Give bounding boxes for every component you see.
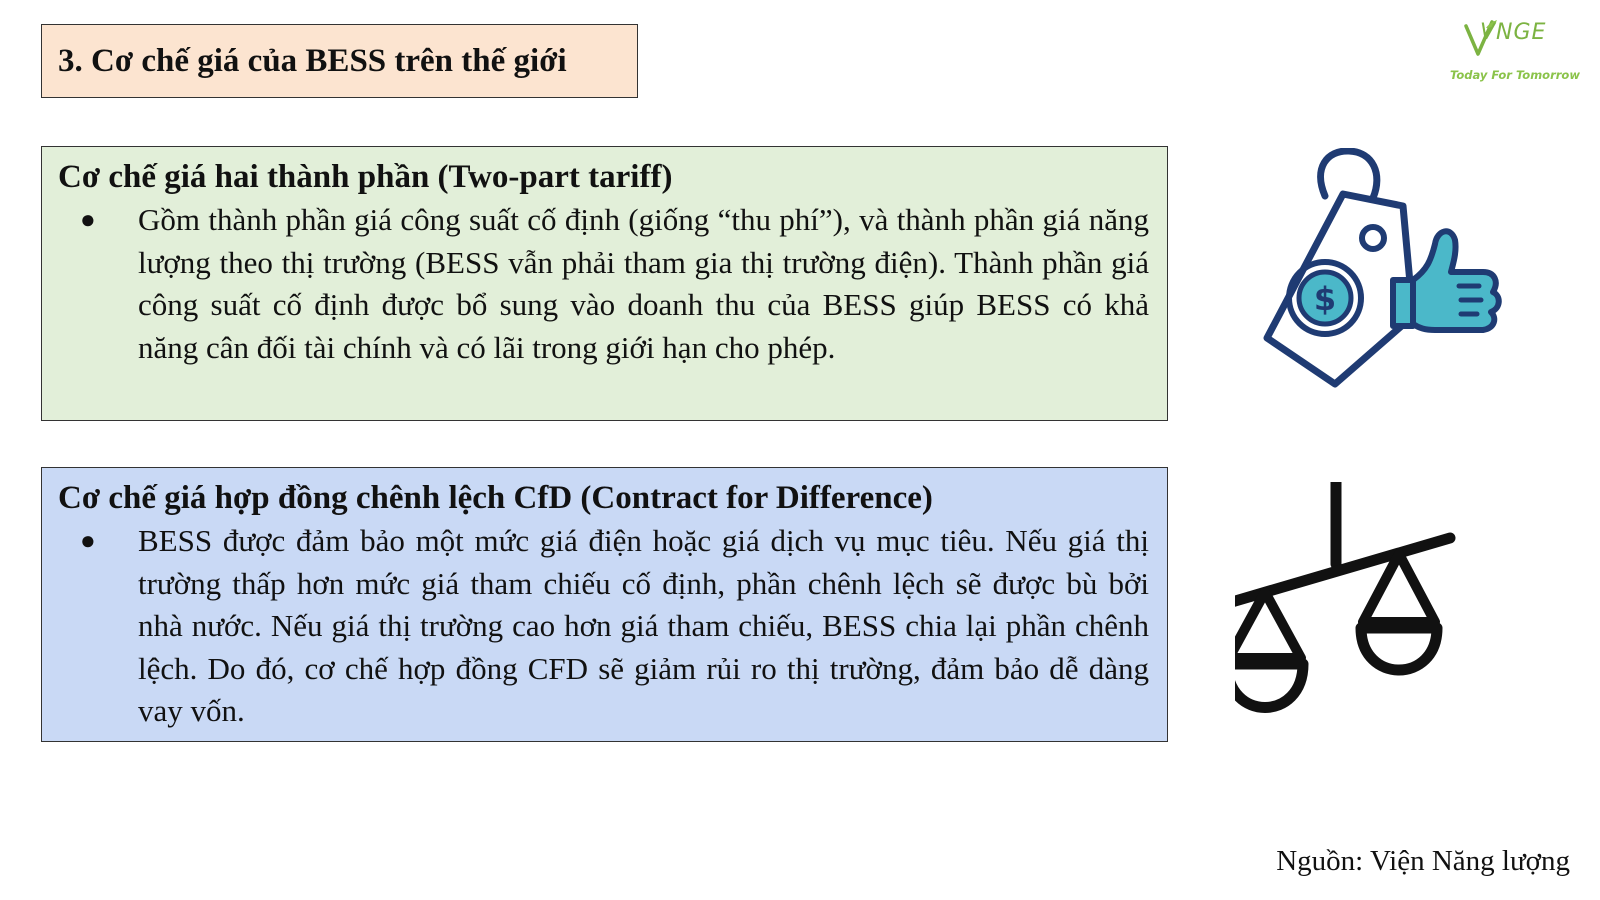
balance-scale-icon	[1235, 482, 1495, 727]
section-heading: Cơ chế giá hợp đồng chênh lệch CfD (Contract for Difference)	[58, 480, 933, 516]
bullet-icon: ●	[80, 526, 96, 555]
logo-name: VNGE	[1480, 20, 1547, 45]
source-citation: Nguồn: Viện Năng lượng	[1276, 845, 1570, 877]
two-part-tariff-section	[41, 146, 1168, 421]
price-tag-thumbs-up-icon	[1255, 148, 1515, 398]
cfd-section	[41, 467, 1168, 742]
svg-text:$: $	[1313, 280, 1337, 318]
bullet-item	[58, 520, 1149, 733]
section-heading: Cơ chế giá hai thành phần (Two-part tariff)	[58, 159, 673, 195]
slide-title: 3. Cơ chế giá của BESS trên thế giới	[41, 24, 638, 98]
bullet-item	[58, 199, 1149, 369]
bullet-text: Gồm thành phần giá công suất cố định (giống “thu phí”), và thành phần giá năng lượng theo thị trường (BESS vẫn phải tham gia thị trường điện). Thành phần giá công suất cố định được bổ sung vào doanh thu của BESS giúp BESS có khả năng cân đối tài chính và có lãi trong giới hạn cho phép.	[138, 202, 1149, 365]
vnge-logo	[1440, 18, 1590, 90]
logo-tagline: Today For Tomorrow	[1450, 68, 1580, 82]
bullet-text: BESS được đảm bảo một mức giá điện hoặc giá dịch vụ mục tiêu. Nếu giá thị trường thấp hơn mức giá tham chiếu cố định, phần chênh lệch sẽ được bù bởi nhà nước. Nếu giá thị trường cao hơn giá tham chiếu, BESS chia lại phần chênh lệch. Do đó, cơ chế hợp đồng CFD sẽ giảm rủi ro thị trường, đảm bảo dễ dàng vay vốn.	[138, 523, 1149, 728]
bullet-icon: ●	[80, 205, 96, 234]
